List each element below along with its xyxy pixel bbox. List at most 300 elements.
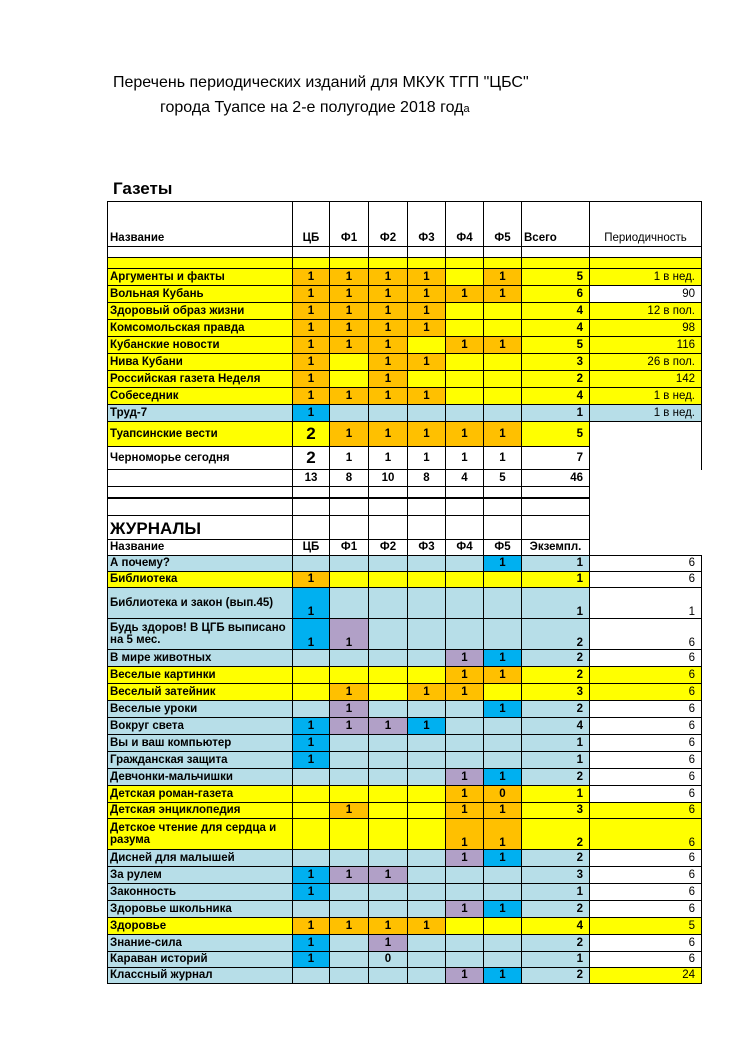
header-name: Название xyxy=(108,202,293,247)
document-title-line2 xyxy=(160,99,470,117)
newspaper-count-f3 xyxy=(408,337,446,354)
journal-name: Дисней для малышей xyxy=(108,850,293,867)
journal-count-f2 xyxy=(369,901,408,918)
journal-count-f4 xyxy=(446,572,484,588)
journal-count-f2 xyxy=(369,884,408,901)
empty-cell xyxy=(293,247,330,258)
journal-header-col-2: Ф1 xyxy=(330,540,369,556)
journal-extra-value: 6 xyxy=(590,867,702,884)
newspapers-totals-row xyxy=(108,470,702,487)
journal-count-f4 xyxy=(446,884,484,901)
journal-count-f1 xyxy=(330,752,369,769)
newspaper-count-f4: 1 xyxy=(446,422,484,447)
journal-row xyxy=(108,850,702,867)
header-total: Всего xyxy=(522,202,590,247)
empty-cell xyxy=(369,247,408,258)
journal-count-f2: 1 xyxy=(369,718,408,735)
journal-count-cb xyxy=(293,556,330,572)
journal-count-cb xyxy=(293,701,330,718)
newspaper-count-f2: 1 xyxy=(369,354,408,371)
newspaper-count-f4 xyxy=(446,405,484,422)
journal-count-f3 xyxy=(408,701,446,718)
journal-count-f3 xyxy=(408,968,446,984)
newspaper-column-total: 8 xyxy=(330,470,369,487)
journal-count-f3 xyxy=(408,935,446,952)
journal-name: Библиотека и закон (вып.45) xyxy=(108,588,293,619)
newspaper-count-f4 xyxy=(446,269,484,286)
empty-cell xyxy=(590,516,702,540)
journal-count-f2 xyxy=(369,769,408,786)
newspaper-periodicity: 142 xyxy=(590,371,702,388)
journal-count-f4 xyxy=(446,701,484,718)
journal-name: Детское чтение для сердца и разума xyxy=(108,819,293,850)
journal-name: Вокруг света xyxy=(108,718,293,735)
empty-cell xyxy=(369,487,408,498)
empty-cell xyxy=(446,516,484,540)
journal-count-f2: 1 xyxy=(369,867,408,884)
journal-count-f1: 1 xyxy=(330,867,369,884)
journal-count-f3 xyxy=(408,786,446,803)
newspaper-count-cb: 2 xyxy=(293,447,330,470)
journal-count-f5 xyxy=(484,935,522,952)
journal-count-f5: 1 xyxy=(484,819,522,850)
journal-row xyxy=(108,952,702,968)
empty-cell xyxy=(330,258,369,269)
newspaper-total: 4 xyxy=(522,388,590,405)
newspaper-periodicity: 98 xyxy=(590,320,702,337)
newspaper-periodicity xyxy=(590,447,702,470)
journal-count-f1 xyxy=(330,884,369,901)
empty-row xyxy=(108,247,702,258)
journal-count-f5 xyxy=(484,884,522,901)
journal-header-col-5: Ф4 xyxy=(446,540,484,556)
journal-name: Вы и ваш компьютер xyxy=(108,735,293,752)
newspaper-column-total: 46 xyxy=(522,470,590,487)
journal-count-f4 xyxy=(446,935,484,952)
journal-copies: 2 xyxy=(522,667,590,684)
empty-cell xyxy=(369,258,408,269)
newspaper-row xyxy=(108,422,702,447)
journal-count-cb: 1 xyxy=(293,619,330,650)
journal-count-cb: 1 xyxy=(293,752,330,769)
journal-header-copies: Экземпл. xyxy=(522,540,590,556)
journal-count-f5: 1 xyxy=(484,650,522,667)
newspaper-count-f3: 1 xyxy=(408,320,446,337)
empty-cell xyxy=(408,516,446,540)
journal-count-f2 xyxy=(369,701,408,718)
journal-count-f1 xyxy=(330,850,369,867)
title-line2-suffix: а xyxy=(463,103,470,115)
journal-copies: 4 xyxy=(522,718,590,735)
journal-row xyxy=(108,968,702,984)
newspaper-count-f4 xyxy=(446,388,484,405)
journal-count-f2 xyxy=(369,588,408,619)
journal-extra-value: 6 xyxy=(590,884,702,901)
newspaper-count-f3 xyxy=(408,371,446,388)
journal-header-col-1: ЦБ xyxy=(293,540,330,556)
newspaper-count-f3: 1 xyxy=(408,269,446,286)
journal-count-f3 xyxy=(408,667,446,684)
journal-row xyxy=(108,884,702,901)
empty-cell xyxy=(108,258,293,269)
journal-count-cb xyxy=(293,803,330,819)
newspaper-count-f3: 1 xyxy=(408,447,446,470)
newspaper-count-f2: 1 xyxy=(369,371,408,388)
journal-copies: 1 xyxy=(522,588,590,619)
journal-name: Веселые картинки xyxy=(108,667,293,684)
journal-count-f5 xyxy=(484,718,522,735)
newspaper-total: 2 xyxy=(522,371,590,388)
journal-count-f4 xyxy=(446,718,484,735)
journal-name: Девчонки-мальчишки xyxy=(108,769,293,786)
journals-header-row xyxy=(108,540,702,556)
journal-row xyxy=(108,819,702,850)
journal-count-f3 xyxy=(408,901,446,918)
journal-count-f5 xyxy=(484,918,522,935)
journal-row xyxy=(108,650,702,667)
journal-copies: 2 xyxy=(522,769,590,786)
journal-count-f4: 1 xyxy=(446,803,484,819)
empty-cell xyxy=(293,516,330,540)
journal-extra-value: 6 xyxy=(590,650,702,667)
journal-row xyxy=(108,718,702,735)
empty-cell xyxy=(108,247,293,258)
empty-cell xyxy=(408,499,446,516)
journal-count-f3 xyxy=(408,867,446,884)
newspaper-count-f1: 1 xyxy=(330,447,369,470)
empty-cell xyxy=(330,247,369,258)
header-col-3: Ф2 xyxy=(369,202,408,247)
journal-extra-value: 6 xyxy=(590,786,702,803)
journal-count-f4 xyxy=(446,867,484,884)
journal-count-f4: 1 xyxy=(446,769,484,786)
journal-row xyxy=(108,684,702,701)
newspaper-name: Собеседник xyxy=(108,388,293,405)
newspaper-count-f5: 1 xyxy=(484,337,522,354)
journal-count-cb xyxy=(293,667,330,684)
newspaper-periodicity: 90 xyxy=(590,286,702,303)
journal-count-f4: 1 xyxy=(446,901,484,918)
header-periodicity: Периодичность xyxy=(590,202,702,247)
newspaper-name: Труд-7 xyxy=(108,405,293,422)
newspaper-row xyxy=(108,371,702,388)
journal-copies: 1 xyxy=(522,572,590,588)
journal-extra-value: 24 xyxy=(590,968,702,984)
journal-row xyxy=(108,735,702,752)
journal-header-col-4: Ф3 xyxy=(408,540,446,556)
newspaper-count-f2: 1 xyxy=(369,422,408,447)
journal-count-f1 xyxy=(330,667,369,684)
newspaper-count-f5 xyxy=(484,371,522,388)
newspaper-row xyxy=(108,405,702,422)
empty-cell xyxy=(522,516,590,540)
newspaper-total: 6 xyxy=(522,286,590,303)
newspaper-count-f5: 1 xyxy=(484,286,522,303)
newspaper-count-f1 xyxy=(330,354,369,371)
journal-extra-value: 6 xyxy=(590,556,702,572)
header-col-2: Ф1 xyxy=(330,202,369,247)
journal-name: Классный журнал xyxy=(108,968,293,984)
journal-count-cb xyxy=(293,819,330,850)
journal-count-f3 xyxy=(408,952,446,968)
journal-copies: 1 xyxy=(522,556,590,572)
journal-row xyxy=(108,701,702,718)
newspaper-count-f1: 1 xyxy=(330,303,369,320)
journal-copies: 4 xyxy=(522,918,590,935)
journal-count-f1 xyxy=(330,769,369,786)
journal-row xyxy=(108,935,702,952)
newspaper-count-f1: 1 xyxy=(330,286,369,303)
newspaper-count-cb: 1 xyxy=(293,388,330,405)
newspaper-count-cb: 1 xyxy=(293,303,330,320)
newspaper-periodicity: 1 в нед. xyxy=(590,269,702,286)
journal-copies: 1 xyxy=(522,735,590,752)
newspaper-count-f3: 1 xyxy=(408,422,446,447)
journal-count-cb: 1 xyxy=(293,867,330,884)
empty-cell xyxy=(446,258,484,269)
newspaper-name: Нива Кубани xyxy=(108,354,293,371)
journal-extra-value: 6 xyxy=(590,701,702,718)
newspaper-total: 5 xyxy=(522,337,590,354)
header-col-4: Ф3 xyxy=(408,202,446,247)
journal-count-f5: 1 xyxy=(484,556,522,572)
journal-count-f3 xyxy=(408,619,446,650)
journal-count-f3 xyxy=(408,556,446,572)
newspaper-count-f3: 1 xyxy=(408,286,446,303)
newspaper-row xyxy=(108,388,702,405)
journal-row xyxy=(108,572,702,588)
journal-extra-value: 6 xyxy=(590,769,702,786)
journal-count-f5: 1 xyxy=(484,701,522,718)
header-col-6: Ф5 xyxy=(484,202,522,247)
journal-count-f1 xyxy=(330,735,369,752)
journal-count-f3 xyxy=(408,769,446,786)
journal-count-cb: 1 xyxy=(293,884,330,901)
newspaper-row xyxy=(108,269,702,286)
totals-label-cell xyxy=(108,470,293,487)
newspaper-count-f2: 1 xyxy=(369,320,408,337)
journal-count-f4 xyxy=(446,588,484,619)
empty-cell xyxy=(522,247,590,258)
empty-cell xyxy=(408,247,446,258)
journal-count-f3 xyxy=(408,572,446,588)
empty-cell xyxy=(330,487,369,498)
journal-count-f2 xyxy=(369,667,408,684)
newspaper-count-f5: 1 xyxy=(484,269,522,286)
empty-cell xyxy=(484,487,522,498)
journal-copies: 3 xyxy=(522,867,590,884)
journal-count-f3 xyxy=(408,884,446,901)
newspapers-section-title: Газеты xyxy=(113,179,173,198)
journal-count-cb: 1 xyxy=(293,952,330,968)
newspaper-name: Черноморье сегодня xyxy=(108,447,293,470)
journal-name: Здоровье xyxy=(108,918,293,935)
newspaper-total: 4 xyxy=(522,303,590,320)
header-col-5: Ф4 xyxy=(446,202,484,247)
journal-name: Веселый затейник xyxy=(108,684,293,701)
journal-row xyxy=(108,556,702,572)
journal-count-f1: 1 xyxy=(330,684,369,701)
journal-count-cb xyxy=(293,769,330,786)
journal-count-f4: 1 xyxy=(446,667,484,684)
journal-count-f5 xyxy=(484,619,522,650)
newspaper-total: 5 xyxy=(522,422,590,447)
newspaper-count-f1: 1 xyxy=(330,388,369,405)
empty-cell xyxy=(522,487,590,498)
journal-count-f5 xyxy=(484,867,522,884)
journal-name: Детская энциклопедия xyxy=(108,803,293,819)
journal-count-f5 xyxy=(484,735,522,752)
newspaper-name: Кубанские новости xyxy=(108,337,293,354)
newspaper-total: 7 xyxy=(522,447,590,470)
newspaper-periodicity xyxy=(590,422,702,447)
journal-count-f4: 1 xyxy=(446,968,484,984)
journal-copies: 2 xyxy=(522,850,590,867)
journal-count-f1 xyxy=(330,968,369,984)
journal-count-f1 xyxy=(330,819,369,850)
journal-count-f4 xyxy=(446,619,484,650)
journal-count-f1 xyxy=(330,650,369,667)
newspaper-count-f5 xyxy=(484,388,522,405)
journal-copies: 2 xyxy=(522,650,590,667)
newspaper-count-f5 xyxy=(484,320,522,337)
journal-count-f1 xyxy=(330,786,369,803)
empty-cell xyxy=(590,470,702,487)
journal-count-cb xyxy=(293,684,330,701)
journal-count-f2 xyxy=(369,650,408,667)
newspaper-name: Аргументы и факты xyxy=(108,269,293,286)
journal-name: Законность xyxy=(108,884,293,901)
title-line2-text: города Туапсе на 2-е полугодие 2018 год xyxy=(160,99,464,116)
journal-copies: 2 xyxy=(522,819,590,850)
empty-cell xyxy=(369,516,408,540)
newspapers-table xyxy=(107,201,702,498)
journal-name: А почему? xyxy=(108,556,293,572)
newspaper-count-cb: 1 xyxy=(293,405,330,422)
empty-cell xyxy=(330,516,369,540)
journal-extra-value: 6 xyxy=(590,819,702,850)
journal-count-f2 xyxy=(369,803,408,819)
journal-count-f4: 1 xyxy=(446,786,484,803)
newspaper-column-total: 5 xyxy=(484,470,522,487)
newspaper-count-f5: 1 xyxy=(484,422,522,447)
newspaper-count-f1: 1 xyxy=(330,422,369,447)
newspaper-total: 3 xyxy=(522,354,590,371)
journals-title-row xyxy=(108,516,702,540)
newspaper-row xyxy=(108,303,702,320)
newspaper-count-f4: 1 xyxy=(446,286,484,303)
newspaper-column-total: 13 xyxy=(293,470,330,487)
journal-count-f3 xyxy=(408,752,446,769)
newspaper-count-f5: 1 xyxy=(484,447,522,470)
empty-cell xyxy=(484,247,522,258)
empty-cell xyxy=(408,258,446,269)
journal-count-f1: 1 xyxy=(330,718,369,735)
journal-copies: 2 xyxy=(522,935,590,952)
newspaper-count-f4: 1 xyxy=(446,337,484,354)
journal-count-f4: 1 xyxy=(446,850,484,867)
journal-extra-value: 6 xyxy=(590,935,702,952)
journal-count-f1 xyxy=(330,935,369,952)
journal-name: Гражданская защита xyxy=(108,752,293,769)
newspaper-count-f4 xyxy=(446,354,484,371)
journal-copies: 1 xyxy=(522,952,590,968)
journal-count-f4 xyxy=(446,952,484,968)
newspaper-column-total: 8 xyxy=(408,470,446,487)
empty-cell xyxy=(522,258,590,269)
journal-copies: 3 xyxy=(522,803,590,819)
journal-count-f1 xyxy=(330,901,369,918)
newspaper-count-f2: 1 xyxy=(369,269,408,286)
journal-count-cb: 1 xyxy=(293,572,330,588)
journal-count-f2 xyxy=(369,752,408,769)
journal-header-col-6: Ф5 xyxy=(484,540,522,556)
journal-extra-value: 6 xyxy=(590,572,702,588)
empty-cell xyxy=(590,247,702,258)
journal-name: Караван историй xyxy=(108,952,293,968)
journal-extra-value: 1 xyxy=(590,588,702,619)
newspaper-count-f2: 1 xyxy=(369,447,408,470)
journal-copies: 2 xyxy=(522,968,590,984)
newspaper-row xyxy=(108,447,702,470)
newspaper-row xyxy=(108,320,702,337)
journal-count-f5: 1 xyxy=(484,968,522,984)
newspaper-count-f4 xyxy=(446,303,484,320)
journal-count-f2 xyxy=(369,819,408,850)
journal-count-cb: 1 xyxy=(293,918,330,935)
journal-name: В мире животных xyxy=(108,650,293,667)
journal-count-f3: 1 xyxy=(408,918,446,935)
newspaper-count-f2: 1 xyxy=(369,303,408,320)
newspaper-name: Российская газета Неделя xyxy=(108,371,293,388)
journal-count-f4: 1 xyxy=(446,684,484,701)
newspaper-count-f3: 1 xyxy=(408,303,446,320)
newspaper-periodicity: 12 в пол. xyxy=(590,303,702,320)
empty-row xyxy=(108,499,702,516)
newspaper-name: Вольная Кубань xyxy=(108,286,293,303)
journal-count-f5 xyxy=(484,572,522,588)
journal-count-f2 xyxy=(369,572,408,588)
journal-count-f5 xyxy=(484,684,522,701)
journal-count-f3 xyxy=(408,735,446,752)
newspaper-count-f3: 1 xyxy=(408,388,446,405)
journal-count-f4: 1 xyxy=(446,650,484,667)
newspaper-row xyxy=(108,354,702,371)
newspaper-column-total: 10 xyxy=(369,470,408,487)
empty-cell xyxy=(446,487,484,498)
journal-copies: 2 xyxy=(522,619,590,650)
journal-row xyxy=(108,918,702,935)
journal-copies: 1 xyxy=(522,884,590,901)
journal-extra-value: 6 xyxy=(590,718,702,735)
newspaper-count-f3: 1 xyxy=(408,354,446,371)
journal-name: Будь здоров! В ЦГБ выписано на 5 мес. xyxy=(108,619,293,650)
journal-count-f3 xyxy=(408,588,446,619)
newspaper-column-total: 4 xyxy=(446,470,484,487)
journal-copies: 2 xyxy=(522,701,590,718)
journal-count-f4: 1 xyxy=(446,819,484,850)
newspaper-periodicity: 26 в пол. xyxy=(590,354,702,371)
header-col-1: ЦБ xyxy=(293,202,330,247)
journal-row xyxy=(108,752,702,769)
empty-cell xyxy=(293,487,330,498)
newspaper-row xyxy=(108,337,702,354)
journal-row xyxy=(108,786,702,803)
journal-count-f5: 0 xyxy=(484,786,522,803)
newspaper-count-f3 xyxy=(408,405,446,422)
journal-count-f2 xyxy=(369,850,408,867)
journal-count-f2 xyxy=(369,968,408,984)
